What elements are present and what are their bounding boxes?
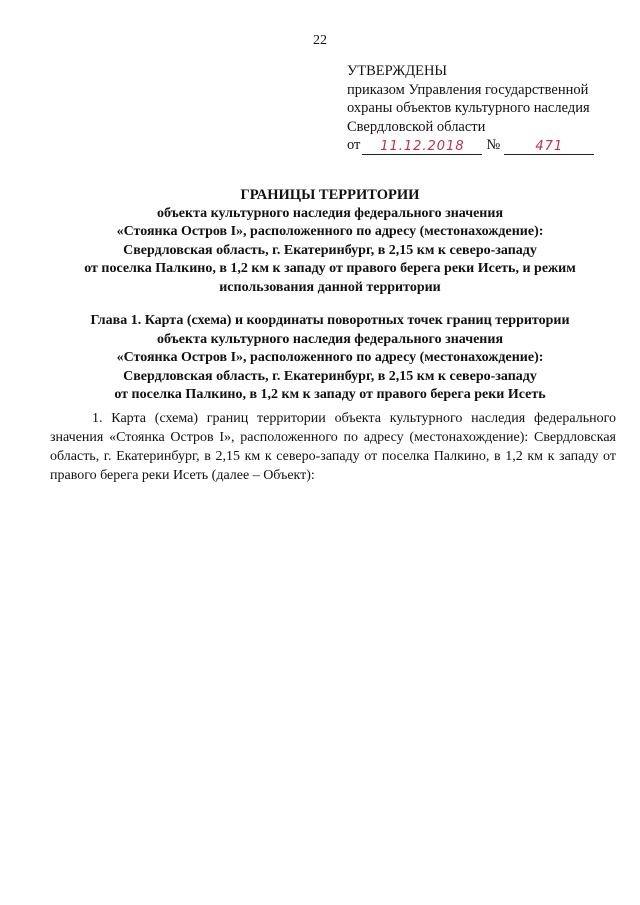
from-label: от — [347, 137, 361, 153]
title-line: от поселка Палкино, в 1,2 км к западу от правого берега реки Исеть, и режим — [84, 261, 576, 277]
page-number: 22 — [313, 33, 327, 48]
chapter-line: от поселка Палкино, в 1,2 км к западу от правого берега реки Исеть — [114, 387, 546, 403]
approval-line-2: охраны объектов культурного наследия — [347, 100, 590, 116]
approval-block — [347, 62, 617, 155]
title-main: ГРАНИЦЫ ТЕРРИТОРИИ — [240, 187, 420, 203]
chapter-line: Глава 1. Карта (схема) и координаты поворотных точек границ территории — [90, 313, 570, 328]
document-title — [40, 186, 620, 298]
approval-heading: УТВЕРЖДЕНЫ — [347, 63, 448, 79]
title-line: объекта культурного наследия федерального значения — [156, 205, 504, 221]
number-label: № — [486, 137, 501, 153]
approval-date-number-row — [347, 136, 617, 155]
chapter-line: «Стоянка Остров I», расположенного по адресу (местонахождение): — [116, 350, 544, 366]
title-line: «Стоянка Остров I», расположенного по адресу (местонахождение): — [116, 224, 544, 240]
handwritten-date: 11.12.2018 — [362, 140, 482, 155]
chapter-heading — [40, 312, 620, 405]
approval-line-3: Свердловской области — [347, 118, 486, 135]
handwritten-number: 471 — [504, 140, 594, 155]
chapter-line: Свердловская область, г. Екатеринбург, в 2,15 км к северо-западу — [123, 368, 537, 384]
title-line: Свердловская область, г. Екатеринбург, в 2,15 км к северо-западу — [123, 242, 537, 258]
body-paragraph-1: 1. Карта (схема) границ территории объекта культурного наследия федерального значения «Стоянка Остров I», расположенного по адресу (местонахождение): Свердловская область, г. Екатеринбург, в 2,15 км к северо-западу от поселка Палкино, в 1,2 км к западу от правого берега реки Исеть (далее – Объект): — [50, 411, 616, 483]
approval-line-1: приказом Управления государственной — [347, 81, 589, 98]
title-line: использования данной территории — [219, 279, 441, 295]
chapter-line: объекта культурного наследия федерального значения — [156, 331, 504, 347]
